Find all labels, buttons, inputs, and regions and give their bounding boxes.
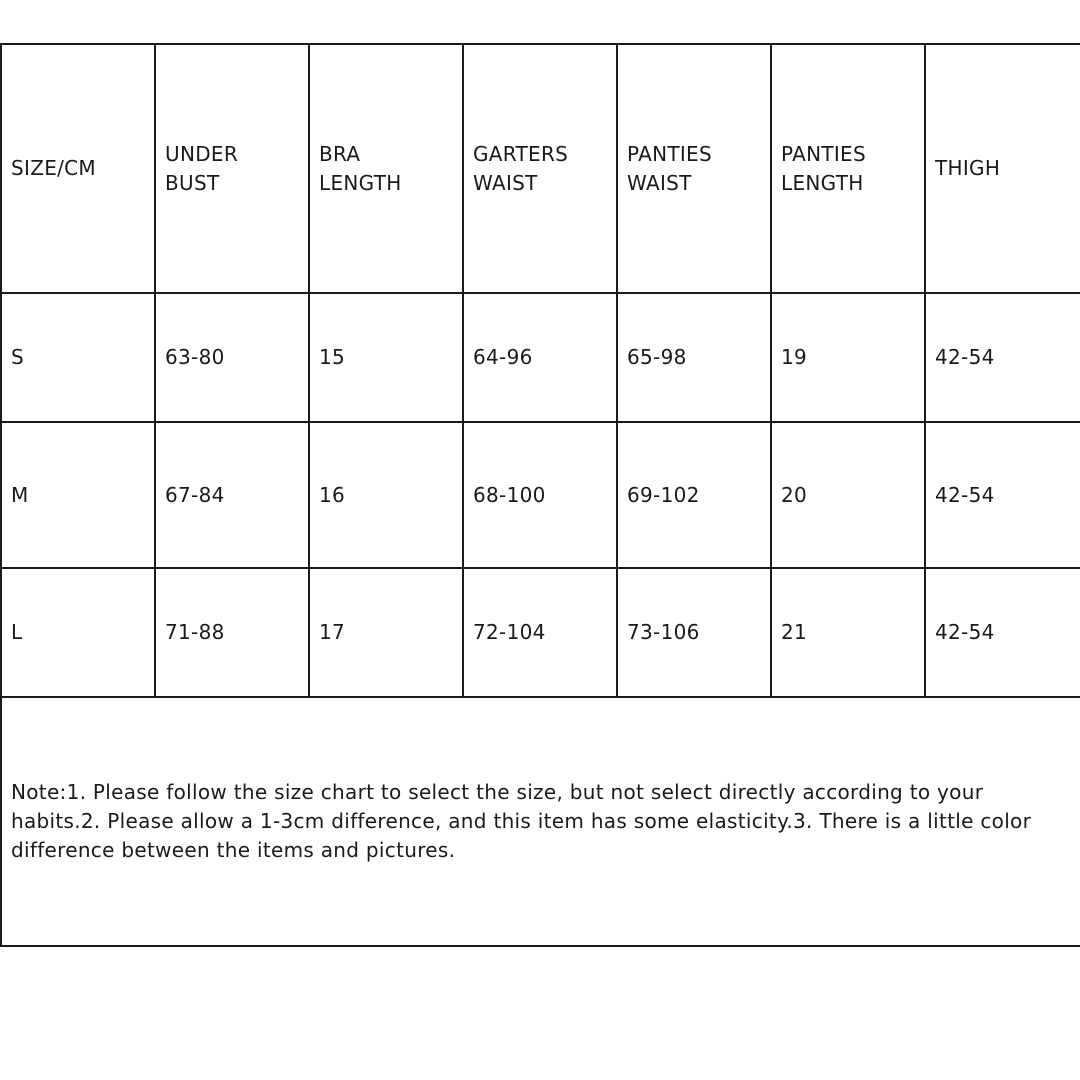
bra-length-cell: 15: [309, 293, 463, 422]
panties-waist-cell: 69-102: [617, 422, 771, 568]
panties-length-cell: 21: [771, 568, 925, 697]
table-row-s: [1, 293, 1080, 422]
header-label: THIGH: [935, 156, 1001, 180]
header-cell-garters-waist: [463, 44, 617, 293]
size-cell: S: [1, 293, 155, 422]
panties-length-cell: 19: [771, 293, 925, 422]
under-bust-cell: 71-88: [155, 568, 309, 697]
note-row: [1, 697, 1080, 946]
thigh-cell: 42-54: [925, 422, 1080, 568]
header-cell-thigh: [925, 44, 1080, 293]
header-label: BUST: [165, 170, 220, 195]
garters-waist-cell: 68-100: [463, 422, 617, 568]
panties-waist-cell: 65-98: [617, 293, 771, 422]
panties-waist-cell: 73-106: [617, 568, 771, 697]
header-label: WAIST: [627, 170, 692, 195]
bra-length-cell: 17: [309, 568, 463, 697]
header-cell-size: [1, 44, 155, 293]
header-cell-panties-waist: [617, 44, 771, 293]
under-bust-cell: 67-84: [155, 422, 309, 568]
header-label: BRA: [319, 141, 361, 166]
garters-waist-cell: 72-104: [463, 568, 617, 697]
header-label: PANTIES: [627, 141, 712, 166]
header-label: SIZE/CM: [11, 156, 96, 180]
header-label: PANTIES: [781, 141, 866, 166]
under-bust-cell: 63-80: [155, 293, 309, 422]
note-text: Note:1. Please follow the size chart to select the size, but not select directly according to your habits.2. Please allow a 1-3cm difference, and this item has some elasticity.3. There is a little color difference between the items and pictures.: [1, 697, 1080, 946]
size-cell: M: [1, 422, 155, 568]
header-label: LENGTH: [781, 170, 864, 195]
header-row: [1, 44, 1080, 293]
header-cell-bra-length: [309, 44, 463, 293]
panties-length-cell: 20: [771, 422, 925, 568]
garters-waist-cell: 64-96: [463, 293, 617, 422]
thigh-cell: 42-54: [925, 568, 1080, 697]
size-cell: L: [1, 568, 155, 697]
header-label: UNDER: [165, 141, 239, 166]
header-label: GARTERS: [473, 141, 569, 166]
header-label: WAIST: [473, 170, 538, 195]
thigh-cell: 42-54: [925, 293, 1080, 422]
table-row-m: [1, 422, 1080, 568]
table-row-l: [1, 568, 1080, 697]
bra-length-cell: 16: [309, 422, 463, 568]
header-cell-under-bust: [155, 44, 309, 293]
header-cell-panties-length: [771, 44, 925, 293]
size-chart-table: [0, 43, 1080, 947]
header-label: LENGTH: [319, 170, 402, 195]
